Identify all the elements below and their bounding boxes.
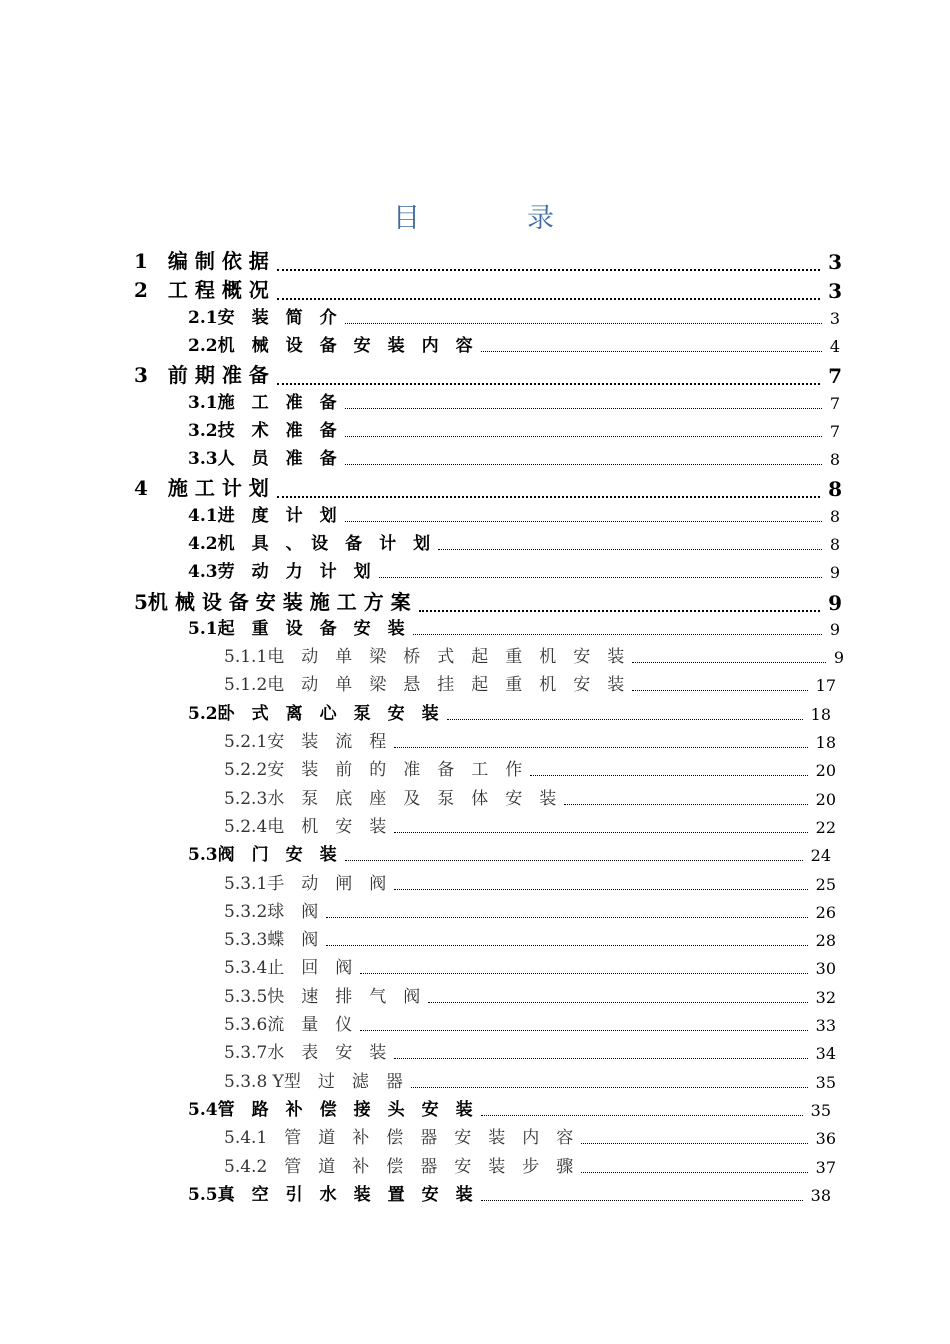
- leader-dots: [447, 701, 803, 720]
- toc-entry-page: 38: [810, 1186, 831, 1205]
- toc-entry-3-3[interactable]: [188, 444, 840, 469]
- toc-entry-label: 5.1起 重 设 备 安 装: [188, 619, 405, 639]
- leader-dots: [394, 871, 807, 890]
- toc-entry-5-2-4[interactable]: [224, 812, 836, 837]
- toc-entry-5-2-3[interactable]: [224, 784, 836, 809]
- toc-entry-5-2[interactable]: [188, 699, 831, 724]
- leader-dots: [394, 814, 807, 833]
- toc-entry-label: 5.3.6流 量 仪: [224, 1015, 353, 1035]
- toc-entry-page: 7: [828, 364, 842, 388]
- toc-title-char-1: 目: [393, 203, 423, 234]
- leader-dots: [277, 362, 820, 385]
- toc-entry-5-3[interactable]: [188, 840, 831, 865]
- toc-entry-5-3-5[interactable]: [224, 982, 836, 1007]
- toc-entry-label: 5.3.8 Y型 过 滤 器: [224, 1072, 403, 1092]
- toc-entry-page: 26: [815, 903, 836, 922]
- toc-entry-page: 9: [829, 563, 840, 582]
- toc-entry-label: 5.1.2电 动 单 梁 悬 挂 起 重 机 安 装: [224, 675, 625, 695]
- toc-entry-label: 3.1施 工 准 备: [188, 393, 337, 413]
- toc-entry-page: 30: [815, 959, 836, 978]
- leader-dots: [481, 1182, 803, 1201]
- toc-entry-label: 5.2.3水 泵 底 座 及 泵 体 安 装: [224, 789, 557, 809]
- toc-entry-5-1-1[interactable]: [224, 642, 844, 667]
- toc-entry-page: 4: [829, 337, 840, 356]
- toc-entry-label: 3.2技 术 准 备: [188, 421, 337, 441]
- toc-entry-label: 1 编 制 依 据: [134, 249, 269, 273]
- toc-entry-label: 4.1进 度 计 划: [188, 506, 337, 526]
- toc-entry-label: 5.4.2 管 道 补 偿 器 安 装 步 骤: [224, 1157, 574, 1177]
- leader-dots: [326, 899, 807, 918]
- toc-entry-5-3-6[interactable]: [224, 1010, 836, 1035]
- toc-entry-label: 5.5真 空 引 水 装 置 安 装: [188, 1185, 473, 1205]
- toc-entry-5-3-7[interactable]: [224, 1038, 836, 1063]
- toc-entry-label: 4.3劳 动 力 计 划: [188, 562, 371, 582]
- toc-entry-label: 3 前 期 准 备: [134, 363, 269, 387]
- toc-entry-5-1[interactable]: [188, 614, 840, 639]
- toc-entry-label: 5.2.1安 装 流 程: [224, 732, 387, 752]
- toc-entry-5-2-2[interactable]: [224, 755, 836, 780]
- toc-entry-label: 5.1.1电 动 单 梁 桥 式 起 重 机 安 装: [224, 647, 625, 667]
- toc-entry-label: 5.2.4电 机 安 装: [224, 817, 387, 837]
- toc-entry-page: 8: [829, 450, 840, 469]
- toc-entry-5-3-1[interactable]: [224, 869, 836, 894]
- toc-entry-label: 5.3.4止 回 阀: [224, 958, 353, 978]
- toc-entry-1[interactable]: [134, 245, 842, 274]
- toc-entry-4[interactable]: [134, 472, 842, 501]
- toc-entry-page: 3: [829, 309, 840, 328]
- leader-dots: [394, 1040, 807, 1059]
- toc-entry-page: 25: [815, 875, 836, 894]
- toc-entry-5-3-2[interactable]: [224, 897, 836, 922]
- toc-entry-label: 5.3.3蝶 阀: [224, 930, 319, 950]
- toc-entry-page: 8: [829, 507, 840, 526]
- toc-entry-page: 3: [828, 250, 842, 274]
- toc-entry-label: 2.1安 装 简 介: [188, 308, 337, 328]
- leader-dots: [345, 446, 822, 465]
- leader-dots: [345, 842, 803, 861]
- toc-entry-5-3-3[interactable]: [224, 925, 836, 950]
- toc-entry-label: 5.3阀 门 安 装: [188, 845, 337, 865]
- toc-entry-page: 18: [815, 733, 836, 752]
- toc-entry-page: 7: [829, 394, 840, 413]
- leader-dots: [326, 927, 807, 946]
- toc-entry-label: 3.3人 员 准 备: [188, 449, 337, 469]
- toc-entry-4-2[interactable]: [188, 529, 840, 554]
- leader-dots: [345, 305, 822, 324]
- toc-entry-5-2-1[interactable]: [224, 727, 836, 752]
- toc-entry-page: 9: [833, 648, 844, 667]
- toc-entry-2-1[interactable]: [188, 303, 840, 328]
- toc-entry-label: 5.4管 路 补 偿 接 头 安 装: [188, 1100, 473, 1120]
- toc-entry-page: 18: [810, 705, 831, 724]
- toc-entry-page: 35: [815, 1073, 836, 1092]
- leader-dots: [481, 1097, 803, 1116]
- toc-entry-label: 4 施 工 计 划: [134, 476, 269, 500]
- leader-dots: [379, 559, 822, 578]
- toc-entry-page: 3: [828, 279, 842, 303]
- leader-dots: [360, 1012, 807, 1031]
- toc-entry-page: 9: [828, 591, 842, 615]
- leader-dots: [581, 1154, 807, 1173]
- toc-entry-page: 35: [810, 1101, 831, 1120]
- leader-dots: [277, 248, 820, 271]
- toc-entry-5-4[interactable]: [188, 1095, 831, 1120]
- leader-dots: [428, 984, 807, 1003]
- leader-dots: [345, 418, 822, 437]
- toc-entry-5-3-8[interactable]: [224, 1067, 836, 1092]
- toc-entry-page: 20: [815, 761, 836, 780]
- leader-dots: [345, 503, 822, 522]
- toc-entry-label: 5.2.2安 装 前 的 准 备 工 作: [224, 760, 523, 780]
- toc-entry-page: 22: [815, 818, 836, 837]
- toc-entry-3-1[interactable]: [188, 388, 840, 413]
- toc-entry-page: 37: [815, 1158, 836, 1177]
- toc-entry-3-2[interactable]: [188, 416, 840, 441]
- toc-entry-page: 8: [829, 535, 840, 554]
- toc-entry-label: 5.3.2球 阀: [224, 902, 319, 922]
- toc-entry-2-2[interactable]: [188, 331, 840, 356]
- leader-dots: [581, 1125, 807, 1144]
- leader-dots: [438, 531, 822, 550]
- toc-entry-page: 24: [810, 846, 831, 865]
- leader-dots: [277, 277, 820, 300]
- toc-entry-4-1[interactable]: [188, 501, 840, 526]
- toc-entry-page: 7: [829, 422, 840, 441]
- toc-entry-label: 4.2机 具 、 设 备 计 划: [188, 534, 431, 554]
- toc-entry-5[interactable]: [134, 586, 842, 615]
- toc-entry-page: 33: [815, 1016, 836, 1035]
- toc-entry-page: 28: [815, 931, 836, 950]
- leader-dots: [419, 589, 820, 612]
- toc-entry-page: 17: [815, 676, 836, 695]
- toc-entry-label: 5.3.5快 速 排 气 阀: [224, 987, 421, 1007]
- toc-entry-5-3-4[interactable]: [224, 953, 836, 978]
- toc-entry-label: 5.4.1 管 道 补 偿 器 安 装 内 容: [224, 1128, 574, 1148]
- leader-dots: [632, 644, 826, 663]
- toc-entry-4-3[interactable]: [188, 557, 840, 582]
- toc-entry-5-4-2[interactable]: [224, 1152, 836, 1177]
- toc-entry-label: 5.2卧 式 离 心 泵 安 装: [188, 704, 439, 724]
- toc-entry-label: 5.3.1手 动 闸 阀: [224, 874, 387, 894]
- toc-entry-5-4-1[interactable]: [224, 1123, 836, 1148]
- leader-dots: [360, 955, 807, 974]
- toc-entry-5-1-2[interactable]: [224, 670, 836, 695]
- toc-entry-5-5[interactable]: [188, 1180, 831, 1205]
- toc-title-char-2: 录: [527, 203, 557, 234]
- leader-dots: [481, 333, 822, 352]
- toc-entry-label: 2.2机 械 设 备 安 装 内 容: [188, 336, 473, 356]
- toc-entry-page: 8: [828, 477, 842, 501]
- toc-entry-page: 9: [829, 620, 840, 639]
- toc-entry-label: 2 工 程 概 况: [134, 278, 269, 302]
- toc-entry-page: 32: [815, 988, 836, 1007]
- leader-dots: [564, 786, 807, 805]
- toc-entry-label: 5.3.7水 表 安 装: [224, 1043, 387, 1063]
- leader-dots: [530, 757, 807, 776]
- leader-dots: [345, 390, 822, 409]
- leader-dots: [277, 475, 820, 498]
- leader-dots: [394, 729, 807, 748]
- toc-entry-2[interactable]: [134, 274, 842, 303]
- toc-entry-3[interactable]: [134, 359, 842, 388]
- leader-dots: [411, 1069, 808, 1088]
- toc-entry-label: 5机 械 设 备 安 装 施 工 方 案: [134, 590, 411, 614]
- leader-dots: [632, 672, 807, 691]
- toc-entry-page: 34: [815, 1044, 836, 1063]
- toc-entry-page: 20: [815, 790, 836, 809]
- toc-entry-page: 36: [815, 1129, 836, 1148]
- leader-dots: [413, 616, 822, 635]
